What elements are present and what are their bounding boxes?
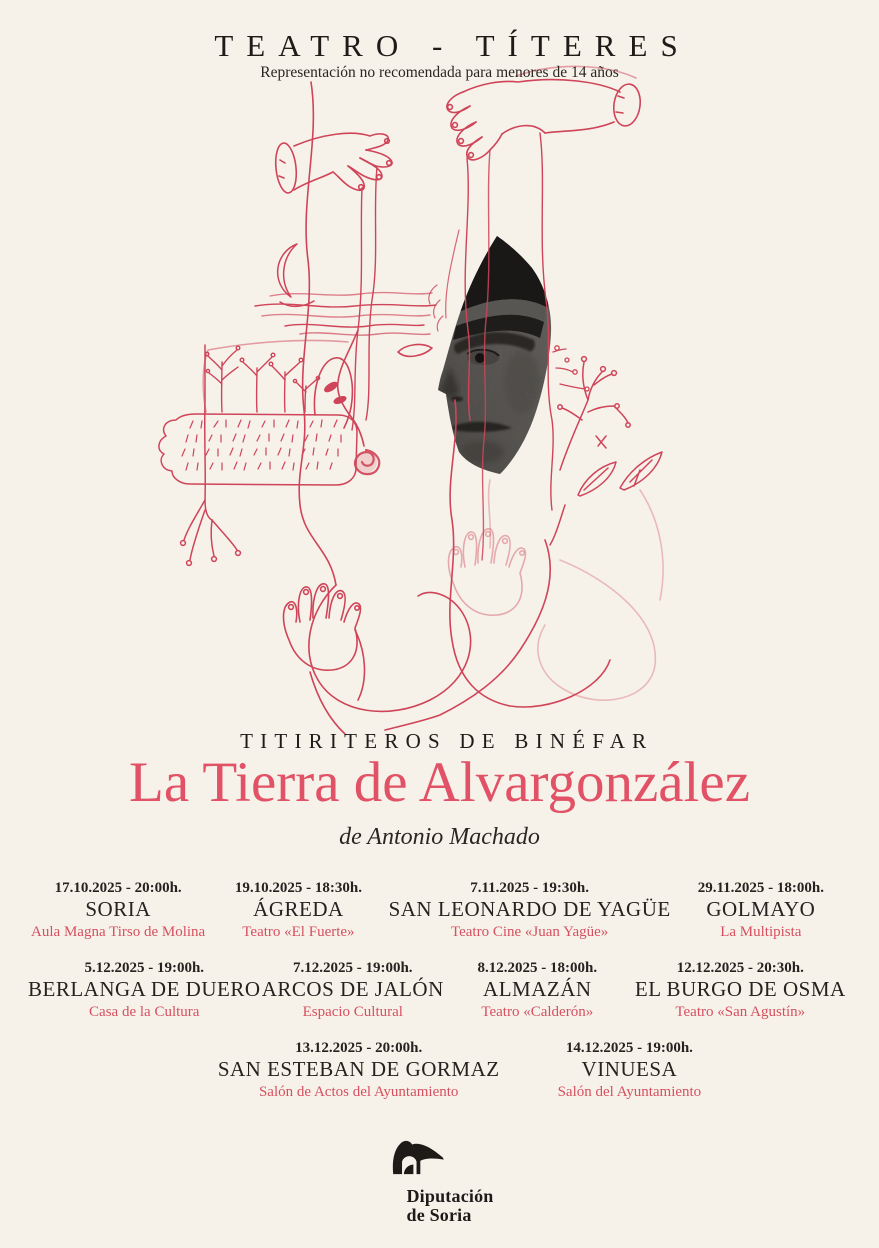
rose-icon [323, 330, 379, 474]
crescent-moon-icon [278, 244, 314, 306]
schedule-cell [261, 960, 446, 1021]
branch-icon [550, 357, 662, 545]
event-venue: Espacio Cultural [302, 1004, 403, 1021]
puppet-strings [352, 133, 553, 560]
schedule-cell [445, 960, 630, 1021]
field-icon [159, 414, 357, 485]
event-venue: Teatro «El Fuerte» [242, 924, 355, 941]
event-venue: La Multipista [720, 924, 802, 941]
event-city: EL BURGO DE OSMA [634, 977, 846, 1002]
event-city: SAN ESTEBAN DE GORMAZ [217, 1057, 500, 1082]
leaf-eye-icon [398, 345, 432, 357]
event-date: 17.10.2025 - 20:00h. [54, 880, 182, 896]
schedule-row-2 [28, 960, 851, 1021]
puppet-hand-top-icon [447, 80, 643, 160]
puppet-hand-bottom-right-icon [448, 529, 525, 615]
event-date: 7.11.2025 - 19:30h. [470, 880, 590, 896]
schedule-row-1 [28, 880, 851, 941]
event-venue: Aula Magna Tirso de Molina [31, 924, 206, 941]
schedule-cell [28, 960, 261, 1021]
event-date: 29.11.2025 - 18:00h. [697, 880, 824, 896]
event-date: 8.12.2025 - 18:00h. [477, 960, 598, 976]
show-author: de Antonio Machado [339, 824, 540, 850]
schedule-cell [208, 880, 388, 941]
event-city: ÁGREDA [253, 897, 344, 922]
diputacion-soria-wordmark: Diputación de Soria [406, 1186, 494, 1225]
puppet-hand-bottom-left-icon [283, 584, 360, 670]
schedule-row-3 [48, 1040, 871, 1101]
event-city: SORIA [85, 897, 151, 922]
event-date: 13.12.2025 - 20:00h. [295, 1040, 423, 1056]
event-venue: Teatro «Calderón» [481, 1004, 594, 1021]
show-title: La Tierra de Alvargonzález [129, 751, 750, 814]
event-venue: Salón de Actos del Ayuntamiento [258, 1084, 459, 1101]
hanging-berries-icon [181, 345, 241, 565]
schedule-cell [630, 960, 851, 1021]
fern-curls [429, 230, 459, 331]
event-city: GOLMAYO [706, 897, 816, 922]
event-city: SAN LEONARDO DE YAGÜE [388, 897, 671, 922]
face-collage [430, 228, 560, 482]
poster-header-title: TEATRO - TÍTERES [214, 28, 691, 63]
schedule-cell [671, 880, 851, 941]
diputacion-soria-arch-icon [385, 1133, 467, 1185]
wave-lines [255, 293, 436, 336]
event-venue: Salón del Ayuntamiento [557, 1084, 702, 1101]
schedule-cell [28, 880, 208, 941]
company-name: TITIRITEROS DE BINÉFAR [240, 729, 654, 753]
diputacion-soria-logo [385, 1133, 493, 1224]
event-date: 7.12.2025 - 19:00h. [292, 960, 413, 976]
event-date: 12.12.2025 - 20:30h. [676, 960, 804, 976]
schedule-cell [218, 1040, 500, 1101]
pale-loops [489, 480, 663, 700]
schedule-cell [389, 880, 671, 941]
event-venue: Teatro Cine «Juan Yagüe» [451, 924, 609, 941]
event-venue: Casa de la Cultura [89, 1004, 200, 1021]
event-city: ALMAZÁN [483, 977, 592, 1002]
body-outline-lines [299, 82, 610, 734]
event-city: VINUESA [581, 1057, 678, 1082]
footer [0, 1133, 879, 1224]
event-date: 14.12.2025 - 19:00h. [565, 1040, 693, 1056]
age-recommendation: Representación no recomendada para menores de 14 años [260, 64, 619, 81]
field-outline [203, 340, 348, 412]
event-city: ARCOS DE JALÓN [261, 977, 444, 1002]
event-venue: Teatro «San Agustín» [675, 1004, 806, 1021]
event-city: BERLANGA DE DUERO [28, 977, 261, 1002]
schedule-cell [558, 1040, 702, 1101]
event-date: 19.10.2025 - 18:30h. [234, 880, 362, 896]
puppet-hand-left-icon [273, 133, 392, 194]
event-date: 5.12.2025 - 19:00h. [84, 960, 205, 976]
tree-sprigs [205, 346, 319, 412]
face-edge-berries [553, 346, 589, 391]
